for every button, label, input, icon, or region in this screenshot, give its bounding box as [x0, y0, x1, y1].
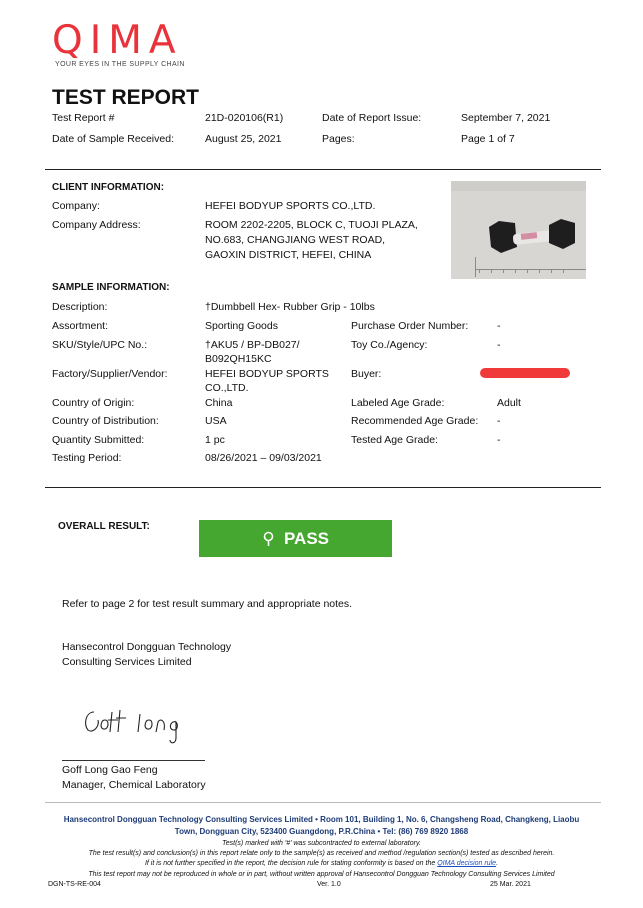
signature-line — [62, 760, 205, 761]
factory-line: CO.,LTD. — [205, 382, 249, 394]
issue-date-label: Date of Report Issue: — [322, 112, 422, 124]
assortment-label: Assortment: — [52, 320, 109, 332]
description-value: †Dumbbell Hex- Rubber Grip - 10lbs — [205, 301, 375, 313]
address-label: Company Address: — [52, 219, 141, 231]
signer-name: Goff Long Gao Feng — [62, 764, 158, 776]
distribution-value: USA — [205, 415, 227, 427]
toy-label: Toy Co./Agency: — [351, 339, 428, 351]
pages-value: Page 1 of 7 — [461, 133, 515, 145]
distribution-label: Country of Distribution: — [52, 415, 159, 427]
sku-line: B092QH15KC — [205, 353, 272, 365]
sample-section-title: SAMPLE INFORMATION: — [52, 282, 170, 293]
sku-line: †AKU5 / BP-DB027/ — [205, 339, 300, 351]
po-label: Purchase Order Number: — [351, 320, 469, 332]
toy-value: - — [497, 339, 501, 351]
labeled-age-label: Labeled Age Grade: — [351, 397, 445, 409]
footer-results-note: The test result(s) and conclusion(s) in this report relate only to the sample(s) as received and method /regulation section(s) tested as described herein. — [88, 850, 555, 857]
footer-decision-note: If it is not further specified in the report, the decision rule for stating conformity is based on the QIMA decision rule. — [144, 860, 499, 867]
origin-label: Country of Origin: — [52, 397, 135, 409]
received-value: August 25, 2021 — [205, 133, 282, 145]
footer-address-1: Hansecontrol Dongguan Technology Consulting Services Limited • Room 101, Building 1, No. 6, Changsheng Road, Changkeng, Liaobu — [63, 815, 580, 824]
tested-age-value: - — [497, 434, 501, 446]
client-section-title: CLIENT INFORMATION: — [52, 182, 165, 193]
logo-tagline: YOUR EYES IN THE SUPPLY CHAIN — [55, 61, 185, 68]
pass-text: PASS — [283, 528, 330, 548]
period-value: 08/26/2021 – 09/03/2021 — [205, 452, 322, 464]
period-label: Testing Period: — [52, 452, 122, 464]
buyer-redaction-mark — [480, 368, 570, 378]
signature-image — [80, 700, 200, 745]
company-value: HEFEI BODYUP SPORTS CO.,LTD. — [205, 200, 376, 212]
decision-rule-text: If it is not further specified in the report, the decision rule for stating conformity is based on the — [144, 860, 436, 867]
description-label: Description: — [52, 301, 108, 313]
received-label: Date of Sample Received: — [52, 133, 174, 145]
divider — [45, 487, 601, 488]
buyer-label: Buyer: — [351, 368, 382, 380]
refer-note: Refer to page 2 for test result summary and appropriate notes. — [62, 598, 353, 610]
report-no-label: Test Report # — [52, 112, 115, 124]
address-line: NO.683, CHANGJIANG WEST ROAD, — [205, 234, 386, 246]
footer-reproduction-note: This test report may not be reproduced in whole or in part, without written approval of Hansecontrol Dongguan Technology Consulting Services Limited — [88, 871, 555, 878]
signer-title: Manager, Chemical Laboratory — [62, 779, 206, 791]
divider — [45, 169, 601, 170]
company-label: Company: — [52, 200, 100, 212]
issuer-line: Hansecontrol Dongguan Technology — [62, 641, 232, 653]
footer-divider — [45, 802, 601, 803]
sample-photo — [451, 181, 586, 279]
qima-decision-rule-link[interactable]: QIMA decision rule — [437, 860, 497, 867]
page-title: TEST REPORT — [52, 86, 200, 109]
quantity-value: 1 pc — [205, 434, 225, 446]
factory-label: Factory/Supplier/Vendor: — [52, 368, 168, 380]
doc-code: DGN-TS-RE-004 — [48, 881, 101, 888]
doc-date: 25 Mar. 2021 — [490, 881, 531, 888]
factory-line: HEFEI BODYUP SPORTS — [205, 368, 329, 380]
po-value: - — [497, 320, 501, 332]
origin-value: China — [205, 397, 233, 409]
assortment-value: Sporting Goods — [205, 320, 278, 332]
footer-subcontract-note: Test(s) marked with '#' was subcontracted to external laboratory. — [222, 840, 421, 847]
footer-address-2: Town, Dongguan City, 523400 Guangdong, P.R.China • Tel: (86) 769 8920 1868 — [174, 827, 469, 836]
report-no-value: 21D-020106(R1) — [205, 112, 284, 124]
address-line: GAOXIN DISTRICT, HEFEI, CHINA — [205, 249, 372, 261]
magnifier-icon — [262, 531, 276, 547]
overall-result-label: OVERALL RESULT: — [58, 521, 150, 532]
pass-result-badge — [199, 520, 392, 557]
labeled-age-value: Adult — [497, 397, 521, 409]
sku-label: SKU/Style/UPC No.: — [52, 339, 148, 351]
tested-age-label: Tested Age Grade: — [351, 434, 438, 446]
issue-date-value: September 7, 2021 — [461, 112, 551, 124]
qima-logo: QIMA — [52, 18, 183, 63]
dumbbell-image — [451, 181, 586, 279]
issuer-line: Consulting Services Limited — [62, 656, 192, 668]
doc-version: Ver. 1.0 — [317, 881, 341, 888]
pages-label: Pages: — [322, 133, 355, 145]
address-line: ROOM 2202-2205, BLOCK C, TUOJI PLAZA, — [205, 219, 418, 231]
recommended-age-label: Recommended Age Grade: — [351, 415, 479, 427]
quantity-label: Quantity Submitted: — [52, 434, 145, 446]
recommended-age-value: - — [497, 415, 501, 427]
